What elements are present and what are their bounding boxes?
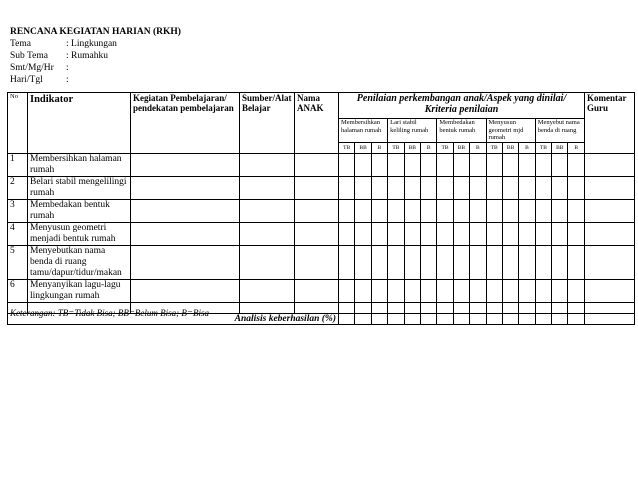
table-cell[interactable] xyxy=(388,177,404,200)
table-cell[interactable] xyxy=(388,303,404,314)
table-cell[interactable] xyxy=(339,154,355,177)
table-cell[interactable] xyxy=(240,200,295,223)
table-cell[interactable] xyxy=(355,223,371,246)
table-cell[interactable] xyxy=(240,280,295,303)
table-row xyxy=(8,200,635,223)
row-indikator: Membedakan bentuk rumah xyxy=(28,200,131,223)
header-nama-anak: Nama ANAK xyxy=(295,93,339,154)
field-label: Tema xyxy=(10,39,31,49)
row-number: 4 xyxy=(8,223,28,246)
table-cell[interactable] xyxy=(486,200,502,223)
table-cell[interactable] xyxy=(552,154,568,177)
table-cell[interactable] xyxy=(371,223,387,246)
table-cell[interactable] xyxy=(420,177,436,200)
row-number: 3 xyxy=(8,200,28,223)
table-cell[interactable] xyxy=(552,177,568,200)
table-cell[interactable] xyxy=(339,280,355,303)
table-cell[interactable] xyxy=(519,154,535,177)
table-cell[interactable] xyxy=(388,154,404,177)
criteria-header: B xyxy=(371,143,387,154)
field-label: Hari/Tgl xyxy=(10,75,43,85)
table-cell[interactable] xyxy=(240,246,295,280)
field-hari-tgl xyxy=(10,74,181,86)
table-cell[interactable] xyxy=(339,314,355,325)
table-cell[interactable] xyxy=(437,280,453,303)
header-sumber: Sumber/Alat Belajar xyxy=(240,93,295,154)
table-cell[interactable] xyxy=(502,314,518,325)
document-header xyxy=(10,26,181,86)
table-row xyxy=(8,280,635,303)
table-cell[interactable] xyxy=(486,154,502,177)
table-cell[interactable] xyxy=(420,303,436,314)
aspect-header: Lari stabil keliling rumah xyxy=(388,119,437,143)
table-cell[interactable] xyxy=(388,246,404,280)
field-smt-mg-hr xyxy=(10,62,181,74)
table-cell[interactable] xyxy=(404,200,420,223)
table-cell[interactable] xyxy=(453,200,469,223)
table-cell[interactable] xyxy=(453,154,469,177)
table-cell[interactable] xyxy=(371,303,387,314)
row-number: 2 xyxy=(8,177,28,200)
table-cell[interactable] xyxy=(535,280,551,303)
criteria-header: B xyxy=(470,143,486,154)
table-cell[interactable] xyxy=(404,314,420,325)
table-cell[interactable] xyxy=(568,200,585,223)
table-cell[interactable] xyxy=(420,246,436,280)
table-cell[interactable] xyxy=(470,246,486,280)
table-cell[interactable] xyxy=(295,303,339,314)
table-cell[interactable] xyxy=(470,280,486,303)
table-cell[interactable] xyxy=(568,223,585,246)
table-cell[interactable] xyxy=(453,246,469,280)
header-no: No xyxy=(8,93,28,154)
field-value: : xyxy=(66,75,69,85)
criteria-header: B xyxy=(519,143,535,154)
table-cell[interactable] xyxy=(486,223,502,246)
table-cell[interactable] xyxy=(519,246,535,280)
rkh-table xyxy=(7,92,635,325)
table-row xyxy=(8,246,635,280)
table-cell[interactable] xyxy=(568,314,585,325)
table-cell[interactable] xyxy=(486,303,502,314)
row-number: 6 xyxy=(8,280,28,303)
table-cell[interactable] xyxy=(355,200,371,223)
table-cell[interactable] xyxy=(437,314,453,325)
keterangan: Keterangan: TB=Tidak Bisa; BB=Belum Bisa; B=Bisa xyxy=(10,308,209,318)
table-cell[interactable] xyxy=(453,223,469,246)
table-cell[interactable] xyxy=(295,177,339,200)
row-indikator: Belari stabil mengelilingi rumah xyxy=(28,177,131,200)
table-cell[interactable] xyxy=(585,280,635,303)
criteria-header: TB xyxy=(486,143,502,154)
table-cell[interactable] xyxy=(339,246,355,280)
criteria-header: BB xyxy=(552,143,568,154)
table-cell[interactable] xyxy=(437,246,453,280)
table-cell[interactable] xyxy=(470,200,486,223)
table-cell[interactable] xyxy=(519,280,535,303)
table-cell[interactable] xyxy=(355,154,371,177)
aspect-header: Membedakan bentuk rumah xyxy=(437,119,486,143)
row-number: 5 xyxy=(8,246,28,280)
table-cell[interactable] xyxy=(437,303,453,314)
table-cell[interactable] xyxy=(552,303,568,314)
table-cell[interactable] xyxy=(535,314,551,325)
table-row xyxy=(8,177,635,200)
field-value: : Rumahku xyxy=(66,51,108,61)
table-cell[interactable] xyxy=(535,223,551,246)
table-cell[interactable] xyxy=(404,246,420,280)
table-cell[interactable] xyxy=(453,177,469,200)
aspect-header: Menyebut nama benda di ruang xyxy=(535,119,584,143)
table-cell[interactable] xyxy=(502,154,518,177)
table-cell[interactable] xyxy=(355,303,371,314)
table-cell[interactable] xyxy=(131,200,240,223)
table-cell[interactable] xyxy=(535,303,551,314)
table-cell[interactable] xyxy=(437,154,453,177)
row-indikator: Menyanyikan lagu-lagu lingkungan rumah xyxy=(28,280,131,303)
table-cell[interactable] xyxy=(388,223,404,246)
table-cell[interactable] xyxy=(404,303,420,314)
table-cell[interactable] xyxy=(371,154,387,177)
table-cell[interactable] xyxy=(502,303,518,314)
table-cell[interactable] xyxy=(295,154,339,177)
table-cell[interactable] xyxy=(568,154,585,177)
field-sub-tema xyxy=(10,50,181,62)
table-cell[interactable] xyxy=(552,200,568,223)
table-cell[interactable] xyxy=(470,177,486,200)
table-cell[interactable] xyxy=(585,177,635,200)
table-cell[interactable] xyxy=(404,177,420,200)
table-cell[interactable] xyxy=(502,223,518,246)
table-cell[interactable] xyxy=(295,280,339,303)
table-cell[interactable] xyxy=(486,280,502,303)
field-label: Sub Tema xyxy=(10,51,48,61)
table-cell[interactable] xyxy=(519,223,535,246)
table-cell[interactable] xyxy=(437,223,453,246)
header-kegiatan: Kegiatan Pembelajaran/ pendekatan pembelajaran xyxy=(131,93,240,154)
table-cell[interactable] xyxy=(388,200,404,223)
table-cell[interactable] xyxy=(420,154,436,177)
table-cell[interactable] xyxy=(371,314,387,325)
table-cell[interactable] xyxy=(470,303,486,314)
header-penilaian: Penilaian perkembangan anak/Aspek yang dinilai/ Kriteria penilaian xyxy=(339,93,585,119)
table-cell[interactable] xyxy=(519,303,535,314)
table-cell[interactable] xyxy=(470,154,486,177)
table-cell[interactable] xyxy=(355,246,371,280)
table-cell[interactable] xyxy=(519,200,535,223)
field-value: : xyxy=(66,63,69,73)
table-cell[interactable] xyxy=(437,200,453,223)
table-row xyxy=(8,223,635,246)
table-cell[interactable] xyxy=(502,200,518,223)
table-cell[interactable] xyxy=(420,314,436,325)
table-cell[interactable] xyxy=(535,154,551,177)
table-cell[interactable] xyxy=(486,246,502,280)
table-cell[interactable] xyxy=(585,223,635,246)
table-cell[interactable] xyxy=(420,280,436,303)
criteria-header: BB xyxy=(404,143,420,154)
table-cell[interactable] xyxy=(295,223,339,246)
table-cell[interactable] xyxy=(240,303,295,314)
table-cell[interactable] xyxy=(339,200,355,223)
criteria-header: B xyxy=(420,143,436,154)
table-cell[interactable] xyxy=(535,177,551,200)
analisis-label: Analisis keberhasilan (%) xyxy=(8,314,339,325)
table-cell[interactable] xyxy=(486,177,502,200)
table-cell[interactable] xyxy=(585,314,635,325)
table-cell[interactable] xyxy=(404,223,420,246)
table-cell[interactable] xyxy=(437,177,453,200)
table-cell[interactable] xyxy=(420,223,436,246)
table-cell[interactable] xyxy=(339,177,355,200)
criteria-header: TB xyxy=(535,143,551,154)
table-cell[interactable] xyxy=(355,280,371,303)
criteria-header: TB xyxy=(388,143,404,154)
table-cell[interactable] xyxy=(552,246,568,280)
table-cell[interactable] xyxy=(240,154,295,177)
table-cell[interactable] xyxy=(585,154,635,177)
field-value: : Lingkungan xyxy=(66,39,117,49)
table-cell[interactable] xyxy=(371,200,387,223)
table-cell[interactable] xyxy=(486,314,502,325)
table-cell[interactable] xyxy=(585,200,635,223)
table-cell[interactable] xyxy=(404,280,420,303)
field-label: Smt/Mg/Hr xyxy=(10,63,54,73)
aspect-header: Membersihkan halaman rumah xyxy=(339,119,388,143)
criteria-header: B xyxy=(568,143,585,154)
table-cell[interactable] xyxy=(453,280,469,303)
table-cell[interactable] xyxy=(585,246,635,280)
criteria-header: BB xyxy=(502,143,518,154)
table-cell[interactable] xyxy=(131,246,240,280)
table-cell[interactable] xyxy=(404,154,420,177)
table-cell[interactable] xyxy=(371,280,387,303)
table-cell[interactable] xyxy=(388,314,404,325)
table-cell[interactable] xyxy=(568,303,585,314)
table-cell[interactable] xyxy=(470,223,486,246)
table-cell[interactable] xyxy=(388,280,404,303)
table-cell[interactable] xyxy=(420,200,436,223)
table-cell[interactable] xyxy=(355,177,371,200)
table-cell[interactable] xyxy=(535,246,551,280)
table-cell[interactable] xyxy=(371,177,387,200)
table-cell[interactable] xyxy=(502,177,518,200)
row-indikator: Menyebutkan nama benda di ruang tamu/dapur/tidur/makan xyxy=(28,246,131,280)
document-title: RENCANA KEGIATAN HARIAN (RKH) xyxy=(10,27,181,37)
table-row xyxy=(8,154,635,177)
table-cell[interactable] xyxy=(240,223,295,246)
criteria-header: TB xyxy=(437,143,453,154)
aspect-header: Menyusun geometri mjd rumah xyxy=(486,119,535,143)
table-cell[interactable] xyxy=(502,246,518,280)
table-cell[interactable] xyxy=(453,303,469,314)
table-cell[interactable] xyxy=(339,223,355,246)
criteria-header: TB xyxy=(339,143,355,154)
table-cell[interactable] xyxy=(339,303,355,314)
row-indikator: Membersihkan halaman rumah xyxy=(28,154,131,177)
table-cell[interactable] xyxy=(519,177,535,200)
table-cell[interactable] xyxy=(371,246,387,280)
criteria-header: BB xyxy=(453,143,469,154)
table-cell[interactable] xyxy=(585,303,635,314)
table-cell[interactable] xyxy=(131,223,240,246)
table-cell[interactable] xyxy=(552,314,568,325)
table-cell[interactable] xyxy=(131,280,240,303)
table-cell[interactable] xyxy=(453,314,469,325)
criteria-header: BB xyxy=(355,143,371,154)
table-cell[interactable] xyxy=(131,177,240,200)
table-cell[interactable] xyxy=(568,246,585,280)
table-cell[interactable] xyxy=(519,314,535,325)
header-komentar: Komentar Guru xyxy=(585,93,635,154)
table-cell[interactable] xyxy=(535,200,551,223)
table-cell[interactable] xyxy=(502,280,518,303)
table-cell[interactable] xyxy=(470,314,486,325)
table-cell[interactable] xyxy=(131,154,240,177)
row-number: 1 xyxy=(8,154,28,177)
table-cell[interactable] xyxy=(240,177,295,200)
header-indikator: Indikator xyxy=(28,93,131,154)
table-cell[interactable] xyxy=(552,280,568,303)
table-cell[interactable] xyxy=(295,200,339,223)
table-cell[interactable] xyxy=(568,280,585,303)
table-cell[interactable] xyxy=(295,246,339,280)
table-cell[interactable] xyxy=(355,314,371,325)
row-indikator: Menyusun geometri menjadi bentuk rumah xyxy=(28,223,131,246)
table-cell[interactable] xyxy=(552,223,568,246)
field-tema xyxy=(10,38,181,50)
table-cell[interactable] xyxy=(568,177,585,200)
